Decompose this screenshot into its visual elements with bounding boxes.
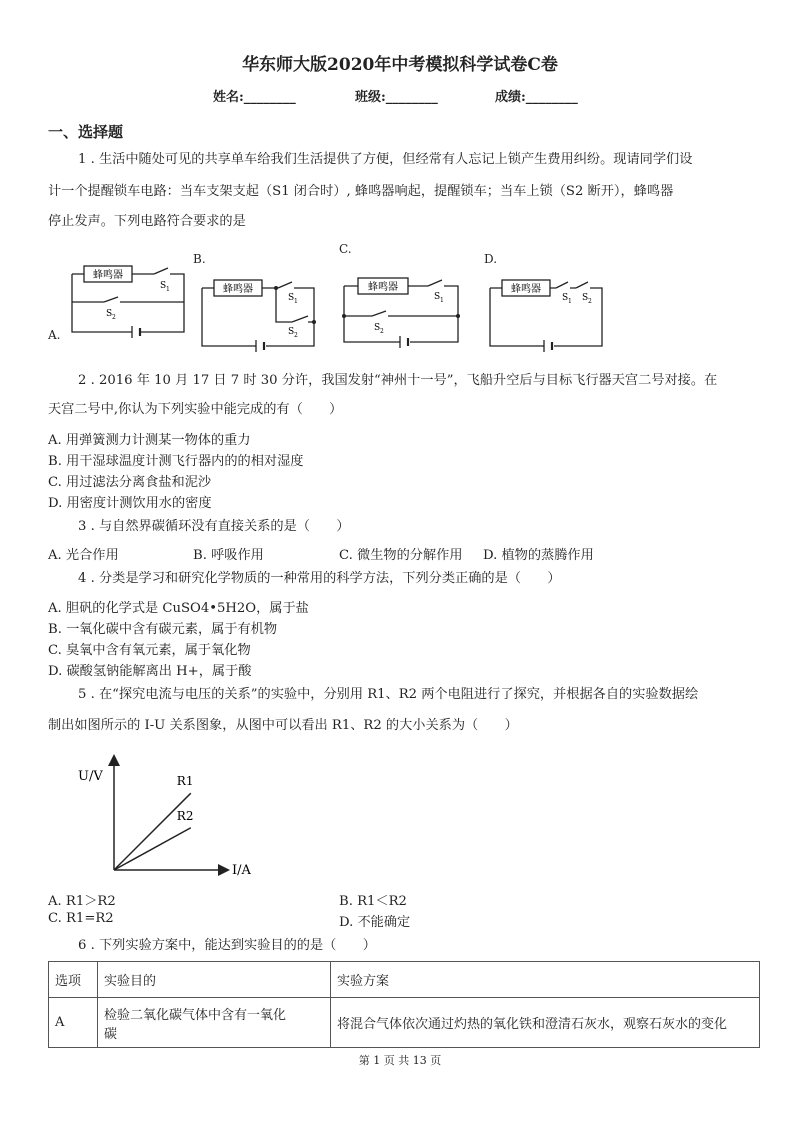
q5-option-d: D. 不能确定: [339, 915, 411, 930]
q1-option-b-label: B.: [193, 252, 206, 266]
switch-s2-subscript: 2: [588, 298, 592, 305]
table-header-cell: 实验方案: [331, 962, 760, 998]
switch-s1-label: S: [160, 281, 167, 291]
x-axis-label: I/A: [232, 863, 251, 878]
switch-s1-label: S: [562, 293, 569, 303]
q6-stem: 6 . 下列实验方案中，能达到实验目的的是（ ）: [78, 938, 376, 953]
q1-line1: 1 . 生活中随处可见的共享单车给我们生活提供了方便，但经常有人忘记上锁产生费用纠纷。现请同学们设: [78, 152, 693, 167]
class-field-label: 班级:________: [355, 90, 438, 105]
q5-option-b: B. R1＜R2: [339, 894, 407, 909]
q3-option-b: B. 呼吸作用: [193, 548, 264, 563]
q3-option-c: C. 微生物的分解作用: [339, 548, 463, 563]
series-line-r1: [114, 793, 191, 870]
switch-s1-label: S: [288, 293, 295, 303]
circuit-diagram-a: [66, 262, 190, 344]
buzzer-label: 蜂鸣器: [223, 284, 253, 295]
buzzer-label: 蜂鸣器: [511, 284, 541, 295]
q5-option-c: C. R1=R2: [48, 911, 114, 926]
q3-option-a: A. 光合作用: [48, 548, 119, 563]
switch-s2-subscript: 2: [112, 314, 116, 321]
buzzer-label: 蜂鸣器: [368, 282, 398, 293]
q2-line2: 天宫二号中,你认为下列实验中能完成的有（ ）: [48, 402, 343, 417]
name-field-label: 姓名:________: [213, 90, 296, 105]
table-cell-plan: 将混合气体依次通过灼热的氧化铁和澄清石灰水，观察石灰水的变化: [331, 998, 760, 1048]
switch-s2-subscript: 2: [294, 332, 298, 339]
buzzer-label: 蜂鸣器: [93, 270, 123, 281]
q2-line1: 2 . 2016 年 10 月 17 日 7 时 30 分许，我国发射“神州十一号”，飞船升空后与目标飞行器天宫二号对接。在: [78, 373, 718, 388]
q1-option-a-label: A.: [48, 328, 61, 342]
q5-option-a: A. R1＞R2: [48, 894, 116, 909]
q4-stem: 4 . 分类是学习和研究化学物质的一种常用的科学方法，下列分类正确的是（ ）: [78, 571, 561, 586]
table-header-cell: 选项: [49, 962, 98, 998]
iu-graph: [74, 754, 264, 882]
q3-option-d: D. 植物的蒸腾作用: [483, 548, 594, 563]
switch-s2-label: S: [288, 327, 295, 337]
switch-s1-subscript: 1: [568, 298, 572, 305]
table-header-cell: 实验目的: [98, 962, 331, 998]
q1-line3: 停止发声。下列电路符合要求的是: [48, 214, 246, 229]
purpose-line: 检验二氧化碳气体中含有一氧化: [104, 1007, 287, 1023]
series-label-r1: R1: [176, 774, 194, 789]
page-number: 第 1 页 共 13 页: [358, 1054, 442, 1067]
q4-option-c: C. 臭氧中含有氧元素，属于氧化物: [48, 643, 251, 658]
q1-option-d-label: D.: [484, 252, 498, 266]
switch-s1-subscript: 1: [166, 286, 170, 293]
q5-line2: 制出如图所示的 I-U 关系图象，从图中可以看出 R1、R2 的大小关系为（ ）: [48, 718, 518, 733]
q6-table: [48, 961, 760, 1048]
table-cell-option: A: [49, 998, 98, 1048]
table-header-row: [49, 962, 760, 998]
q4-option-b: B. 一氧化碳中含有碳元素，属于有机物: [48, 622, 278, 637]
q1-option-c-label: C.: [339, 242, 352, 256]
table-cell-purpose: [98, 998, 331, 1048]
q4-option-d: D. 碳酸氢钠能解离出 H+，属于酸: [48, 664, 252, 679]
q5-line1: 5 . 在“探究电流与电压的关系”的实验中，分别用 R1、R2 两个电阻进行了探究，并根据各自的实验数据绘: [78, 687, 699, 702]
switch-s2-label: S: [582, 293, 589, 303]
score-field-label: 成绩:________: [495, 90, 578, 105]
switch-s1-subscript: 1: [294, 298, 298, 305]
switch-s2-label: S: [106, 309, 113, 319]
series-label-r2: R2: [176, 808, 194, 823]
q2-option-b: B. 用干湿球温度计测飞行器内的的相对湿度: [48, 454, 304, 469]
q1-line2: 计一个提醒锁车电路：当车支架支起（S1 闭合时）, 蜂鸣器响起，提醒锁车；当车上锁（S2 断开），蜂鸣器: [48, 184, 674, 199]
q2-option-a: A. 用弹簧测力计测某一物体的重力: [48, 433, 251, 448]
q3-stem: 3 . 与自然界碳循环没有直接关系的是（ ）: [78, 519, 350, 534]
section-title: 一、选择题: [48, 123, 124, 141]
circuit-diagram-c: [338, 270, 464, 354]
switch-s2-subscript: 2: [380, 328, 384, 335]
switch-s1-subscript: 1: [440, 297, 444, 304]
q2-option-c: C. 用过滤法分离食盐和泥沙: [48, 475, 212, 490]
circuit-diagram-b: [196, 270, 320, 356]
page-title: 华东师大版2020年中考模拟科学试卷C卷: [242, 55, 558, 75]
switch-s2-label: S: [374, 323, 381, 333]
q2-option-d: D. 用密度计测饮用水的密度: [48, 496, 212, 511]
table-row: [49, 998, 760, 1048]
series-line-r2: [114, 828, 191, 870]
circuit-diagram-d: [484, 270, 608, 356]
purpose-line: 碳: [104, 1026, 118, 1042]
y-axis-label: U/V: [78, 769, 103, 784]
q4-option-a: A. 胆矾的化学式是 CuSO4•5H2O，属于盐: [48, 601, 309, 616]
switch-s1-label: S: [434, 292, 441, 302]
